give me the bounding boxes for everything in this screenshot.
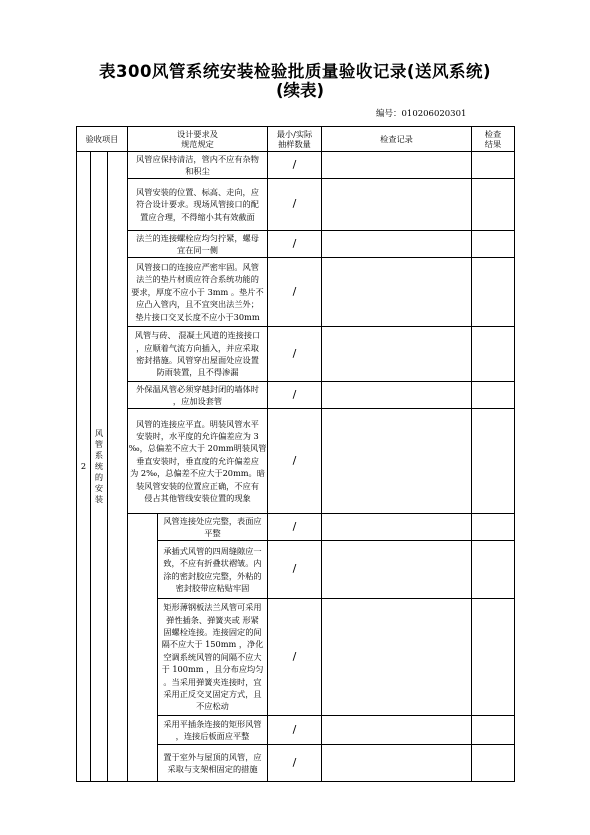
table-row <box>77 258 515 327</box>
check-record-cell[interactable] <box>322 179 472 231</box>
section-name-cell: 风管 系统 的安 装 <box>91 152 108 782</box>
table-row <box>77 327 515 382</box>
check-record-cell[interactable] <box>322 152 472 179</box>
check-record-cell[interactable] <box>322 745 472 782</box>
requirement-text: 风管应保持清洁，管内不应有杂物 和积尘 <box>128 152 268 179</box>
check-record-cell[interactable] <box>322 599 472 716</box>
check-record-cell[interactable] <box>322 231 472 258</box>
requirement-text: 置于室外与屋顶的风管，应 采取与支架相固定的措施 <box>158 745 268 782</box>
table-row <box>77 179 515 231</box>
requirement-text: 外保温风管必须穿越封闭的墙体时 ，应加设套管 <box>128 382 268 409</box>
sub-item-cell <box>108 152 128 782</box>
check-result-cell[interactable] <box>472 327 515 382</box>
check-result-cell[interactable] <box>472 258 515 327</box>
sample-quantity: / <box>268 179 322 231</box>
header-requirement: 设计要求及 规范规定 <box>128 127 268 152</box>
check-result-cell[interactable] <box>472 382 515 409</box>
section-number-cell: 2 <box>77 152 91 782</box>
sample-quantity: / <box>268 152 322 179</box>
sample-quantity: / <box>268 599 322 716</box>
sample-quantity: / <box>268 382 322 409</box>
inspection-table <box>76 126 515 782</box>
table-row <box>77 231 515 258</box>
check-result-cell[interactable] <box>472 599 515 716</box>
check-result-cell[interactable] <box>472 179 515 231</box>
table-row <box>77 514 515 541</box>
table-header-row <box>77 127 515 152</box>
form-title: 表300风管系统安装检验批质量验收记录(送风系统) <box>98 62 492 81</box>
sub-group-cell <box>128 514 158 782</box>
table-row <box>77 382 515 409</box>
requirement-text: 风管安装的位置、标高、走向，应 符合设计要求。现场风管接口的配 置应合理，不得缩小其有效截面 <box>128 179 268 231</box>
sample-quantity: / <box>268 327 322 382</box>
form-subtitle: (续表) <box>275 81 325 100</box>
document-number: 编号：010206020301 <box>376 109 467 119</box>
requirement-text: 风管接口的连接应严密牢固。风管 法兰的垫片材质应符合系统功能的 要求，厚度不应小于 3mm 。垫片不 应凸入管内，且不宜突出法兰外； 垫片接口交叉长度不应小于30mm <box>128 258 268 327</box>
header-quantity: 最小/实际 抽样数量 <box>268 127 322 152</box>
sample-quantity: / <box>268 231 322 258</box>
check-result-cell[interactable] <box>472 716 515 745</box>
check-result-cell[interactable] <box>472 514 515 541</box>
check-result-cell[interactable] <box>472 231 515 258</box>
requirement-text: 法兰的连接螺栓应均匀拧紧，螺母 宜在同一侧 <box>128 231 268 258</box>
sample-quantity: / <box>268 745 322 782</box>
check-result-cell[interactable] <box>472 409 515 514</box>
sample-quantity: / <box>268 541 322 599</box>
check-result-cell[interactable] <box>472 541 515 599</box>
check-record-cell[interactable] <box>322 258 472 327</box>
check-record-cell[interactable] <box>322 409 472 514</box>
check-record-cell[interactable] <box>322 382 472 409</box>
check-record-cell[interactable] <box>322 716 472 745</box>
sample-quantity: / <box>268 258 322 327</box>
requirement-text: 采用平插条连接的矩形风管 ，连接后板面应平整 <box>158 716 268 745</box>
requirement-text: 矩形薄钢板法兰风管可采用 弹性插条、弹簧夹或 形紧 固螺栓连接。连接固定的间 隔不应大于 150mm ，净化 空调系统风管的间隔不应大 于 100mm ，且分布应均匀 。当采用弹簧夹连接时，宜 采用正反交叉固定方式，且 不应松动 <box>158 599 268 716</box>
table-row <box>77 409 515 514</box>
requirement-text: 风管连接处应完整，表面应 平整 <box>158 514 268 541</box>
header-result: 检查 结果 <box>472 127 515 152</box>
header-item: 验收项目 <box>77 127 128 152</box>
check-record-cell[interactable] <box>322 514 472 541</box>
requirement-text: 风管与砖、 混凝土风道的连接接口 ，应顺着气流方向插入，并应采取 密封措施。风管穿出屋面处应设置 防雨装置，且不得渗漏 <box>128 327 268 382</box>
sample-quantity: / <box>268 716 322 745</box>
check-result-cell[interactable] <box>472 152 515 179</box>
sample-quantity: / <box>268 514 322 541</box>
requirement-text: 承插式风管的四周缝隙应一 致，不应有折叠状褶皱。内 涂的密封胶应完整，外粘的 密封胶带应粘贴牢固 <box>158 541 268 599</box>
table-row <box>77 152 515 179</box>
check-record-cell[interactable] <box>322 327 472 382</box>
check-result-cell[interactable] <box>472 745 515 782</box>
requirement-text: 风管的连接应平直。明装风管水平 安装时，水平度的允许偏差应为 3 ‰，总偏差不应大于 20mm明装风管 垂直安装时，垂直度的允许偏差应 为 2‰，总偏差不应大于20mm。暗 装风管安装的位置应正确，不应有 侵占其他管线安装位置的现象 <box>128 409 268 514</box>
check-record-cell[interactable] <box>322 541 472 599</box>
sample-quantity: / <box>268 409 322 514</box>
header-record: 检查记录 <box>322 127 472 152</box>
